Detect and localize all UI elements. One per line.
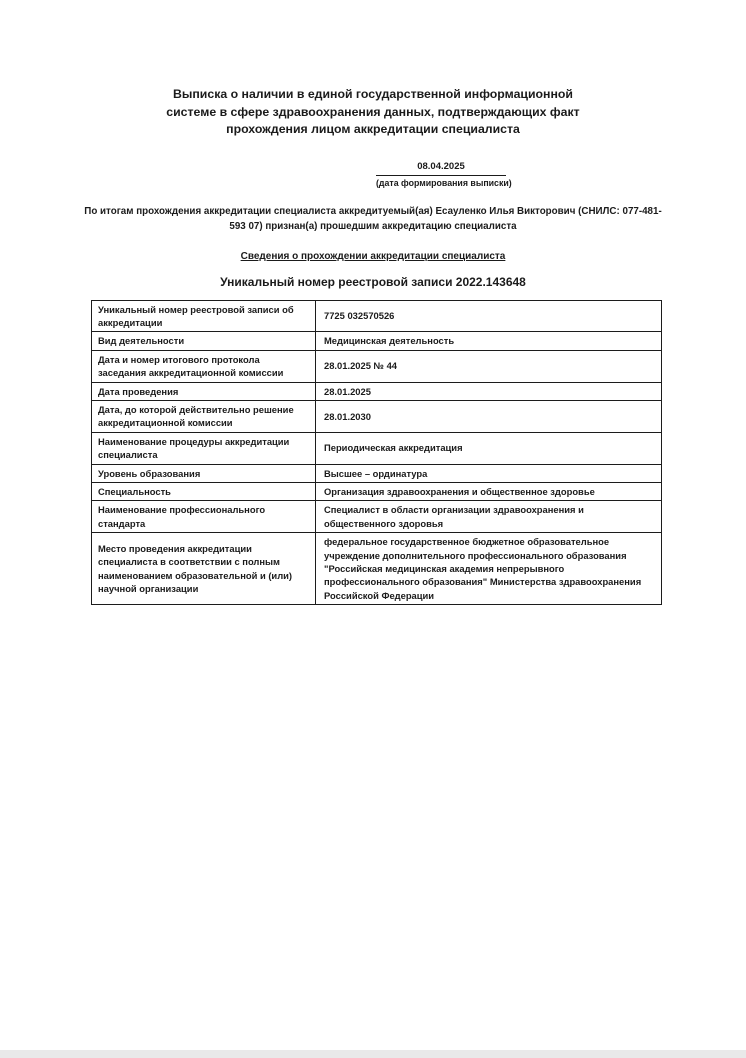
row-value: федеральное государственное бюджетное образовательное учреждение дополнительного профессионального образования "Российская медицинская академия непрерывного профессионального образования" Министерства здравоохранения Российской Федерации bbox=[316, 533, 662, 605]
intro-line: По итогам прохождения аккредитации специалиста аккредитуемый(ая) Есауленко Илья Викторович (СНИЛС: 077-481- bbox=[84, 205, 662, 217]
row-value: 7725 032570526 bbox=[316, 300, 662, 332]
row-value: 28.01.2025 bbox=[316, 382, 662, 400]
row-label: Вид деятельности bbox=[92, 332, 316, 350]
bottom-bar bbox=[0, 1050, 746, 1058]
row-label: Уровень образования bbox=[92, 464, 316, 482]
row-value: Высшее – ординатура bbox=[316, 464, 662, 482]
row-value: 28.01.2030 bbox=[316, 400, 662, 432]
row-value: Периодическая аккредитация bbox=[316, 432, 662, 464]
table-row bbox=[92, 382, 662, 400]
row-label: Место проведения аккредитации специалиста в соответствии с полным наименованием образовательной и (или) научной организации bbox=[92, 533, 316, 605]
row-value: Организация здравоохранения и общественное здоровье bbox=[316, 482, 662, 500]
table-row bbox=[92, 332, 662, 350]
row-label: Специальность bbox=[92, 482, 316, 500]
table-row bbox=[92, 501, 662, 533]
document-title bbox=[133, 86, 613, 139]
table-row bbox=[92, 533, 662, 605]
row-label: Уникальный номер реестровой записи об аккредитации bbox=[92, 300, 316, 332]
document-title-line: прохождения лицом аккредитации специалиста bbox=[226, 122, 520, 136]
intro-line: 593 07) признан(а) прошедшим аккредитацию специалиста bbox=[229, 220, 517, 232]
extract-date: 08.04.2025 bbox=[376, 161, 506, 176]
document-title-line: Выписка о наличии в единой государственной информационной bbox=[172, 87, 573, 101]
row-label: Дата и номер итогового протокола заседания аккредитационной комиссии bbox=[92, 350, 316, 382]
extract-date-block bbox=[376, 160, 512, 189]
row-label: Наименование профессионального стандарта bbox=[92, 501, 316, 533]
section-heading: Сведения о прохождении аккредитации специалиста bbox=[240, 250, 506, 262]
registry-number-heading: Уникальный номер реестровой записи 2022.143648 bbox=[220, 274, 526, 289]
table-row bbox=[92, 400, 662, 432]
intro-paragraph bbox=[53, 204, 693, 234]
row-label: Наименование процедуры аккредитации специалиста bbox=[92, 432, 316, 464]
accreditation-table bbox=[91, 300, 662, 606]
row-value: Специалист в области организации здравоохранения и общественного здоровья bbox=[316, 501, 662, 533]
table-row bbox=[92, 300, 662, 332]
row-label: Дата проведения bbox=[92, 382, 316, 400]
row-label: Дата, до которой действительно решение аккредитационной комиссии bbox=[92, 400, 316, 432]
row-value: 28.01.2025 № 44 bbox=[316, 350, 662, 382]
table-row bbox=[92, 432, 662, 464]
table-row bbox=[92, 350, 662, 382]
row-value: Медицинская деятельность bbox=[316, 332, 662, 350]
document-title-line: системе в сфере здравоохранения данных, подтверждающих факт bbox=[166, 104, 580, 119]
extract-date-caption: (дата формирования выписки) bbox=[376, 177, 512, 188]
table-row bbox=[92, 482, 662, 500]
table-row bbox=[92, 464, 662, 482]
